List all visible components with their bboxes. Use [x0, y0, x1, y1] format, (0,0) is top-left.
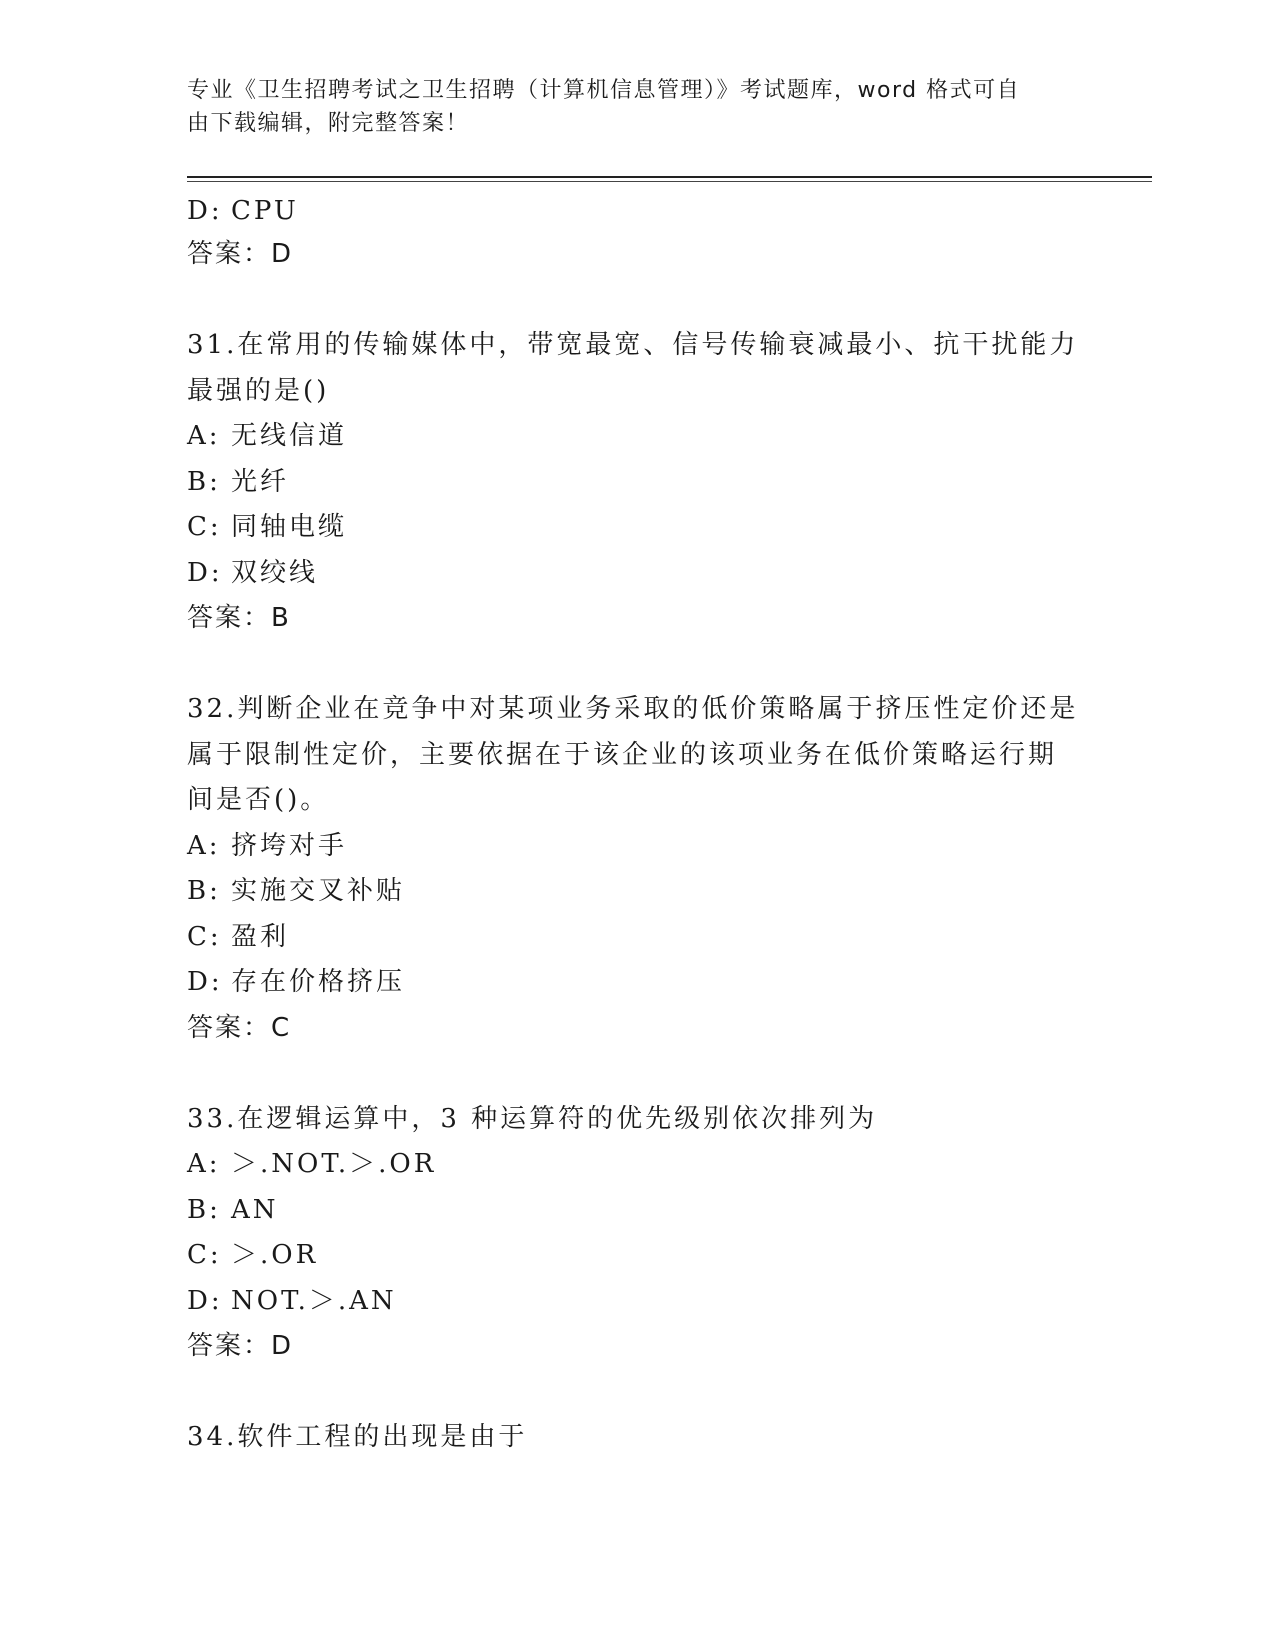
- header-line-2: 由下载编辑，附完整答案！: [187, 111, 470, 136]
- option-b: [187, 460, 1087, 506]
- option-letter: D:: [187, 967, 223, 997]
- option-text: 光纤: [231, 466, 290, 497]
- option-letter: B:: [187, 876, 221, 906]
- question-34: [187, 1415, 1087, 1461]
- option-text: 双绞线: [231, 557, 319, 588]
- question-stem-line: 34.软件工程的出现是由于: [187, 1422, 528, 1452]
- answer-line: 答案：D: [187, 239, 294, 269]
- option-text: CPU: [231, 196, 299, 226]
- option-letter: D:: [187, 557, 223, 588]
- header-divider-thin: [187, 181, 1152, 182]
- question-stem-line: 间是否()。: [187, 785, 330, 815]
- question-32: [187, 687, 1087, 1051]
- question-stem-line: 33.在逻辑运算中，3 种运算符的优先级别依次排列为: [187, 1103, 878, 1134]
- option-text: 存在价格挤压: [231, 967, 406, 997]
- option-d: [187, 1279, 1087, 1325]
- option-text: 盈利: [231, 921, 290, 952]
- option-text: NOT.＞.AN: [231, 1285, 397, 1316]
- option-a: [187, 824, 1087, 870]
- option-text: 同轴电缆: [231, 512, 348, 542]
- option-letter: A:: [187, 830, 221, 861]
- option-c: [187, 1233, 1087, 1279]
- header-line-1: 专业《卫生招聘考试之卫生招聘（计算机信息管理）》考试题库，word 格式可自: [187, 78, 1021, 103]
- option-a: [187, 414, 1087, 460]
- option-d: [187, 551, 1087, 597]
- question-33: [187, 1097, 1087, 1370]
- option-letter: B:: [187, 466, 221, 497]
- question-stem-line: 最强的是(): [187, 375, 330, 406]
- option-letter: D:: [187, 1285, 223, 1316]
- spacer: [187, 1051, 1087, 1097]
- option-text: ＞.OR: [231, 1240, 319, 1270]
- option-c: [187, 915, 1087, 961]
- option-d: [187, 960, 1087, 1006]
- option-letter: A:: [187, 1149, 221, 1179]
- option-letter: C:: [187, 1240, 222, 1270]
- option-letter: C:: [187, 921, 222, 952]
- option-text: ＞.NOT.＞.OR: [231, 1149, 437, 1179]
- spacer: [187, 1369, 1087, 1415]
- question-content: [187, 190, 1087, 1461]
- question-stem-line: 32.判断企业在竞争中对某项业务采取的低价策略属于挤压性定价还是: [187, 694, 1079, 724]
- spacer: [187, 277, 1087, 323]
- option-c: [187, 505, 1087, 551]
- option-text: 无线信道: [231, 421, 348, 451]
- option-letter: B:: [187, 1194, 221, 1225]
- question-31: [187, 323, 1087, 641]
- answer-line: 答案：D: [187, 1331, 294, 1361]
- spacer: [187, 641, 1087, 687]
- option-letter: C:: [187, 512, 222, 542]
- option-letter: A:: [187, 421, 221, 451]
- option-b: [187, 1188, 1087, 1234]
- answer-line: 答案：B: [187, 603, 291, 633]
- question-stem-line: 属于限制性定价，主要依据在于该企业的该项业务在低价策略运行期: [187, 739, 1058, 770]
- option-d: [187, 190, 1087, 232]
- option-a: [187, 1142, 1087, 1188]
- answer-line: 答案：C: [187, 1012, 292, 1043]
- option-letter: D:: [187, 196, 223, 226]
- option-text: AN: [231, 1194, 279, 1225]
- document-header: [187, 74, 1067, 140]
- option-text: 挤垮对手: [231, 830, 348, 861]
- option-b: [187, 869, 1087, 915]
- header-divider-thick: [187, 176, 1152, 178]
- question-stem-line: 31.在常用的传输媒体中，带宽最宽、信号传输衰减最小、抗干扰能力: [187, 330, 1079, 360]
- option-text: 实施交叉补贴: [231, 876, 406, 906]
